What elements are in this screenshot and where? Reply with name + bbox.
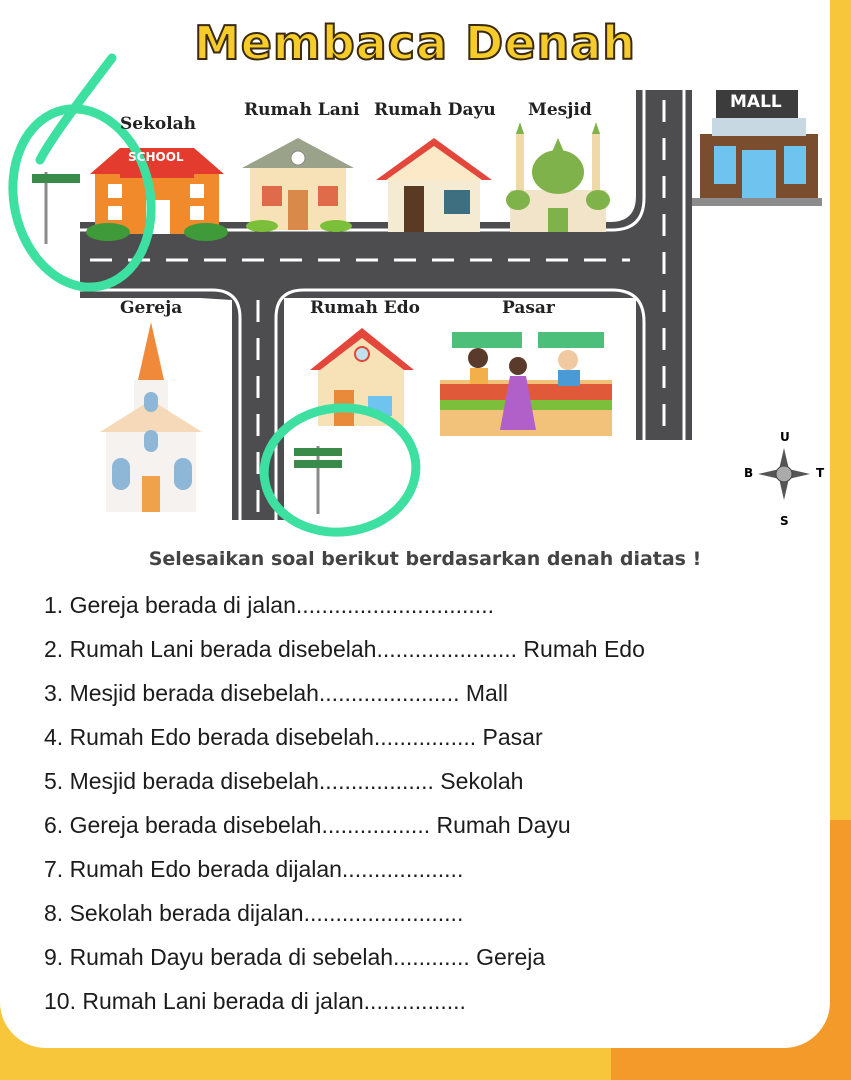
question-item: 2. Rumah Lani berada disebelah...................... Rumah Edo bbox=[44, 636, 645, 662]
label-gereja: Gereja bbox=[120, 298, 183, 318]
question-item: 4. Rumah Edo berada disebelah................ Pasar bbox=[44, 724, 543, 750]
label-sekolah: Sekolah bbox=[120, 114, 197, 134]
market-stalls bbox=[440, 332, 612, 436]
compass-west-label: B bbox=[744, 466, 754, 480]
compass-south-label: S bbox=[780, 514, 789, 528]
instruction-text: Selesaikan soal berikut berdasarkan denah diatas ! bbox=[148, 548, 702, 570]
label-school-sign: SCHOOL bbox=[128, 150, 184, 164]
house-lani bbox=[242, 138, 354, 232]
label-pasar: Pasar bbox=[502, 298, 555, 318]
compass-east-label: T bbox=[816, 466, 825, 480]
compass-rose bbox=[758, 448, 810, 500]
compass-north-label: U bbox=[780, 430, 790, 444]
question-item: 7. Rumah Edo berada dijalan................... bbox=[44, 856, 464, 882]
question-item: 5. Mesjid berada disebelah.................. Sekolah bbox=[44, 768, 524, 794]
question-item: 6. Gereja berada disebelah................. Rumah Dayu bbox=[44, 812, 571, 838]
label-rumah-edo: Rumah Edo bbox=[310, 298, 420, 318]
label-rumah-lani: Rumah Lani bbox=[244, 100, 360, 120]
question-item: 8. Sekolah berada dijalan......................... bbox=[44, 900, 464, 926]
street-sign-bottom bbox=[294, 446, 342, 514]
question-item: 1. Gereja berada di jalan............................... bbox=[44, 592, 494, 618]
question-item: 3. Mesjid berada disebelah...................... Mall bbox=[44, 680, 509, 706]
question-item: 9. Rumah Dayu berada di sebelah............ Gereja bbox=[44, 944, 546, 970]
mosque-building bbox=[506, 122, 610, 232]
question-item: 10. Rumah Lani berada di jalan................ bbox=[44, 988, 466, 1014]
church-building bbox=[100, 322, 202, 512]
page-title: Membaca Denah bbox=[193, 16, 637, 70]
label-rumah-dayu: Rumah Dayu bbox=[374, 100, 496, 120]
map-illustration bbox=[0, 0, 830, 540]
question-list bbox=[44, 590, 645, 1030]
label-mesjid: Mesjid bbox=[528, 100, 592, 120]
label-mall: MALL bbox=[730, 92, 782, 112]
street-sign-top bbox=[32, 172, 80, 244]
house-dayu bbox=[376, 138, 492, 232]
